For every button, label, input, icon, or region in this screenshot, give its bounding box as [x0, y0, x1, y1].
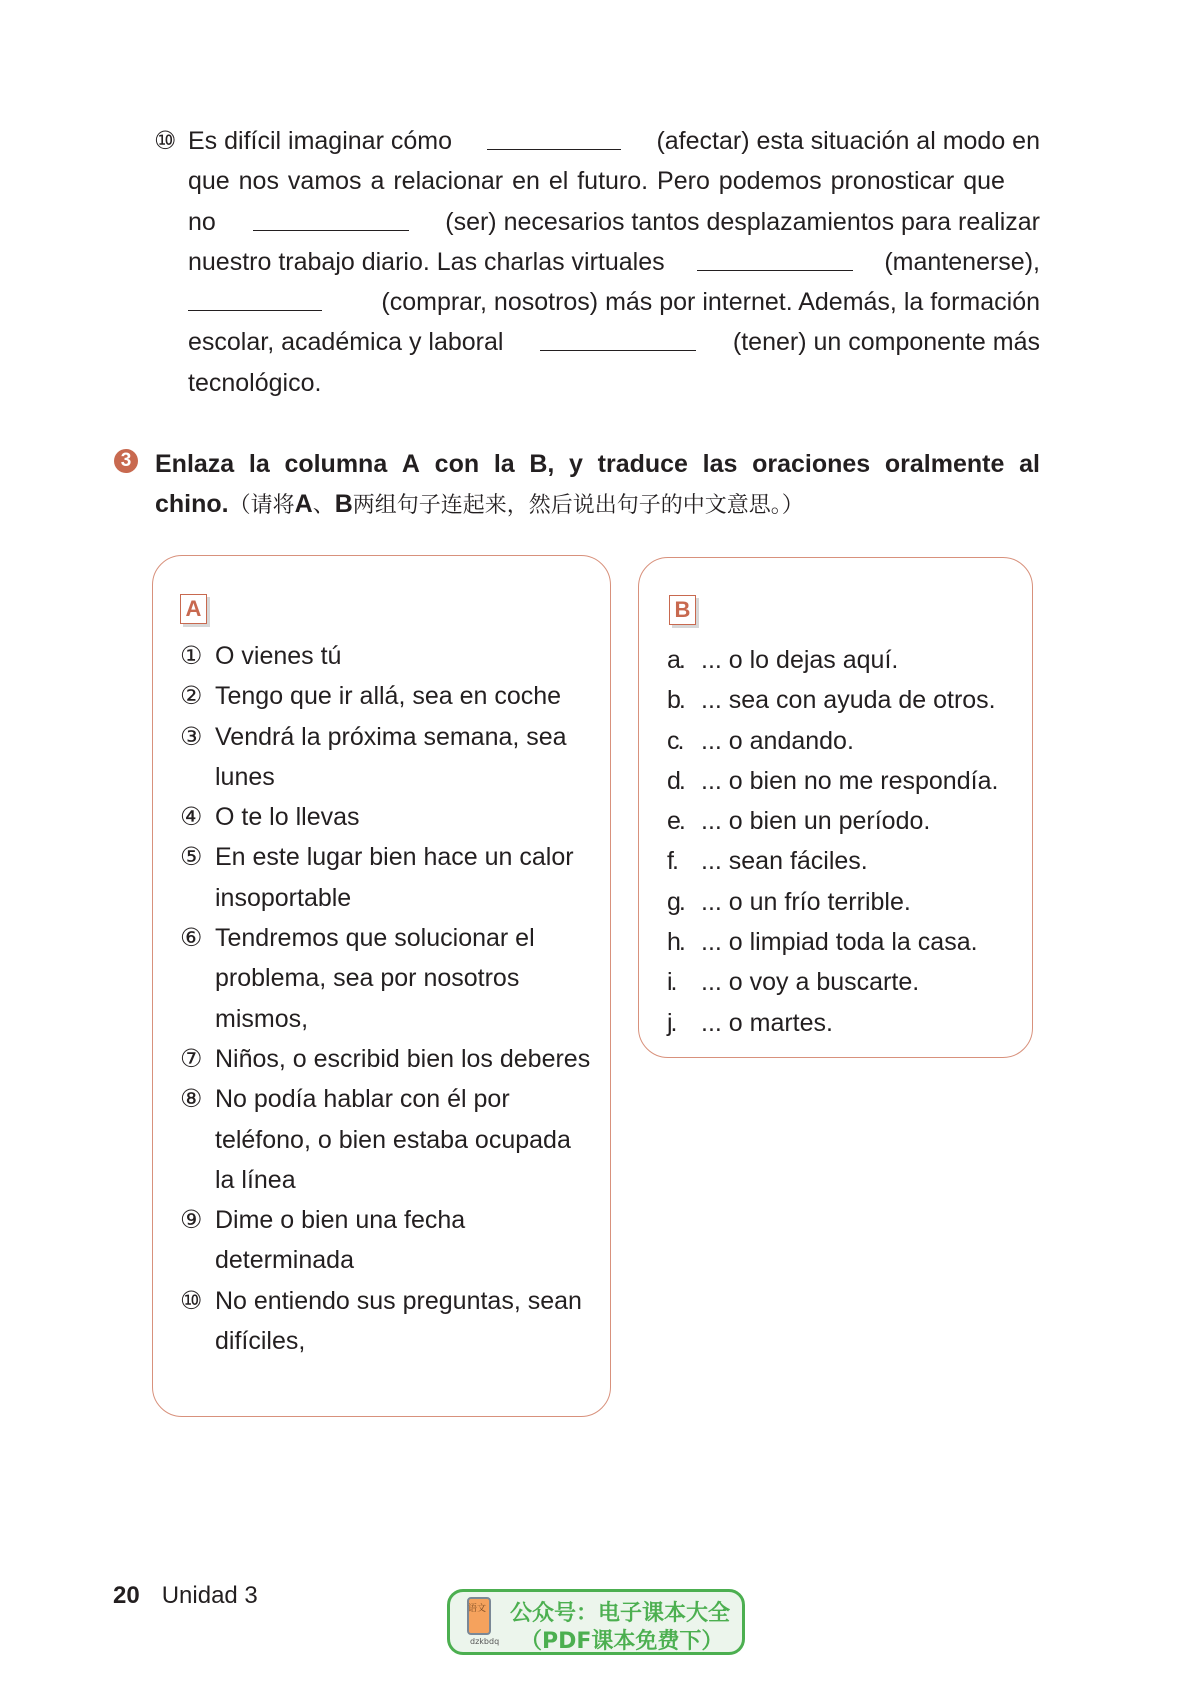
instruction-word: las	[702, 450, 738, 478]
instruction-text: B	[334, 490, 353, 518]
instruction-word: columna	[284, 450, 388, 478]
item-text: En este lugar bien hace un calor insoportable	[215, 843, 574, 912]
paragraph-text: tecnológico.	[188, 368, 322, 397]
instruction-text: A	[294, 490, 313, 518]
list-item[interactable]	[667, 680, 1041, 720]
item-text: Vendrá la próxima semana, sea lunes	[215, 722, 567, 791]
column-b-box	[638, 557, 1033, 1058]
instruction-text: 两组句子连起来，然后说出句子的中文意思。）	[352, 493, 804, 518]
list-item[interactable]	[667, 841, 1041, 881]
item-letter: a.	[667, 646, 684, 674]
item-letter: d.	[667, 766, 684, 795]
column-a-box	[152, 555, 611, 1417]
item-number: ①	[180, 642, 201, 670]
list-item[interactable]	[180, 636, 595, 676]
list-item[interactable]	[667, 801, 1041, 841]
item-text: ... o bien no me respondía.	[701, 766, 999, 795]
item-number: ⑩	[180, 1286, 201, 1315]
paragraph-line	[154, 242, 1040, 282]
item-text: O vienes tú	[215, 642, 342, 670]
item-text: ... sea con ayuda de otros.	[701, 686, 996, 715]
watermark-badge	[447, 1589, 745, 1655]
item-text: ... o un frío terrible.	[701, 887, 911, 916]
watermark-line-2: （PDF课本免费下）	[520, 1629, 724, 1654]
instruction-word: B,	[529, 450, 555, 478]
item-number: ④	[180, 803, 201, 832]
paragraph-line	[154, 121, 1040, 161]
item-number: ③	[180, 722, 201, 751]
item-text: ... o limpiad toda la casa.	[701, 928, 978, 957]
item-text: Tengo que ir allá, sea en coche	[215, 682, 562, 711]
item-letter: c.	[667, 726, 683, 755]
item-letter: b.	[667, 686, 684, 715]
paragraph-line	[154, 363, 1040, 403]
instruction-word: y	[569, 450, 583, 478]
blank-ser[interactable]	[253, 202, 409, 231]
column-b-label: B	[669, 595, 696, 625]
paragraph-text: (comprar, nosotros) más por internet. Además, la formación	[381, 288, 1040, 317]
blank-mantenerse[interactable]	[697, 242, 853, 271]
paragraph-text: (afectar) esta situación al modo en	[656, 127, 1040, 155]
list-item[interactable]	[180, 717, 595, 798]
list-item[interactable]	[180, 1200, 595, 1281]
list-item[interactable]	[667, 721, 1041, 761]
list-item[interactable]	[667, 761, 1041, 801]
paragraph-line	[154, 282, 1040, 322]
item-text: Niños, o escribid bien los deberes	[215, 1044, 591, 1073]
item-text: ... o bien un período.	[701, 807, 931, 836]
list-item[interactable]	[667, 640, 1041, 680]
item-letter: i.	[667, 968, 676, 997]
item-text: ... o lo dejas aquí.	[701, 646, 899, 674]
blank-tener[interactable]	[540, 322, 696, 351]
item-number: ⑨	[180, 1206, 201, 1235]
paragraph-text: Es difícil imaginar cómo	[188, 127, 452, 155]
list-item[interactable]	[180, 1039, 595, 1079]
item-letter: f.	[667, 847, 677, 876]
icon-caption: dzkbdq	[470, 1637, 500, 1646]
item-letter: e.	[667, 807, 684, 836]
instruction-word: oralmente	[884, 450, 1005, 478]
paragraph-text: (mantenerse),	[884, 247, 1040, 276]
instruction-text: 、	[312, 493, 335, 518]
instruction-chinese	[228, 490, 804, 518]
item-text: ... o voy a buscarte.	[701, 968, 920, 997]
item-text: O te lo llevas	[215, 803, 360, 832]
item-text: ... o andando.	[701, 726, 854, 755]
instruction-line-1	[155, 444, 1040, 484]
item-number: ⑦	[180, 1044, 201, 1073]
list-item[interactable]	[180, 837, 595, 918]
list-item[interactable]	[180, 797, 595, 837]
column-a-list	[180, 636, 595, 1361]
paragraph-text: nuestro trabajo diario. Las charlas virtuales	[188, 247, 665, 276]
item-text: Dime o bien una fecha determinada	[215, 1206, 466, 1275]
item-number-10: ⑩	[154, 127, 175, 155]
instruction-word: Enlaza	[155, 450, 235, 478]
blank-afectar[interactable]	[487, 121, 621, 150]
unit-label: Unidad 3	[161, 1582, 258, 1609]
item-letter: j.	[667, 1008, 676, 1037]
instruction-text: （请将	[228, 493, 295, 518]
paragraph-line	[154, 161, 1040, 201]
list-item[interactable]	[667, 922, 1041, 962]
instruction-line-2	[155, 484, 804, 526]
exercise-10-paragraph	[154, 121, 1040, 403]
list-item[interactable]	[180, 1281, 595, 1362]
item-text: No podía hablar con él por teléfono, o bien estaba ocupada la línea	[215, 1085, 571, 1194]
item-letter: h.	[667, 928, 684, 957]
list-item[interactable]	[180, 918, 595, 1039]
item-letter: g.	[667, 887, 684, 916]
item-number: ⑤	[180, 843, 201, 872]
list-item[interactable]	[180, 676, 595, 716]
column-b-list	[667, 640, 1041, 1043]
instruction-word: oraciones	[752, 450, 871, 478]
list-item[interactable]	[667, 962, 1041, 1002]
column-a-label: A	[180, 594, 207, 624]
list-item[interactable]	[180, 1079, 595, 1200]
instruction-word: traduce	[597, 450, 688, 478]
list-item[interactable]	[667, 882, 1041, 922]
item-text: Tendremos que solucionar el problema, sea por nosotros mismos,	[215, 924, 535, 1033]
blank-comprar[interactable]	[188, 282, 322, 311]
paragraph-text: (ser) necesarios tantos desplazamientos para realizar	[445, 207, 1040, 236]
page-number: 20	[113, 1582, 140, 1609]
item-number: ②	[180, 682, 201, 711]
paragraph-text: no	[188, 207, 216, 236]
list-item[interactable]	[667, 1003, 1041, 1043]
item-number: ⑥	[180, 924, 201, 953]
instruction-text: chino.	[155, 490, 229, 518]
exercise-number-badge: 3	[114, 449, 138, 473]
paragraph-line	[154, 322, 1040, 362]
paragraph-text: escolar, académica y laboral	[188, 328, 504, 357]
instruction-word: la	[493, 450, 515, 478]
ebook-icon	[462, 1597, 500, 1649]
item-text: ... sean fáciles.	[701, 847, 868, 876]
paragraph-text: que nos vamos a relacionar en el futuro. Pero podemos pronosticar que	[188, 167, 1005, 196]
paragraph-line	[154, 202, 1040, 242]
icon-label: 语文	[468, 1604, 487, 1614]
item-number: ⑧	[180, 1085, 201, 1114]
paragraph-text: (tener) un componente más	[732, 328, 1040, 357]
instruction-word: al	[1019, 450, 1040, 478]
instruction-word: la	[248, 450, 270, 478]
watermark-line-1: 公众号：电子课本大全	[510, 1601, 731, 1626]
item-text: ... o martes.	[701, 1008, 833, 1037]
instruction-word: A	[401, 450, 420, 478]
page-footer	[113, 1582, 258, 1610]
item-text: No entiendo sus preguntas, sean difíciles,	[215, 1286, 582, 1356]
instruction-word: con	[434, 450, 480, 478]
